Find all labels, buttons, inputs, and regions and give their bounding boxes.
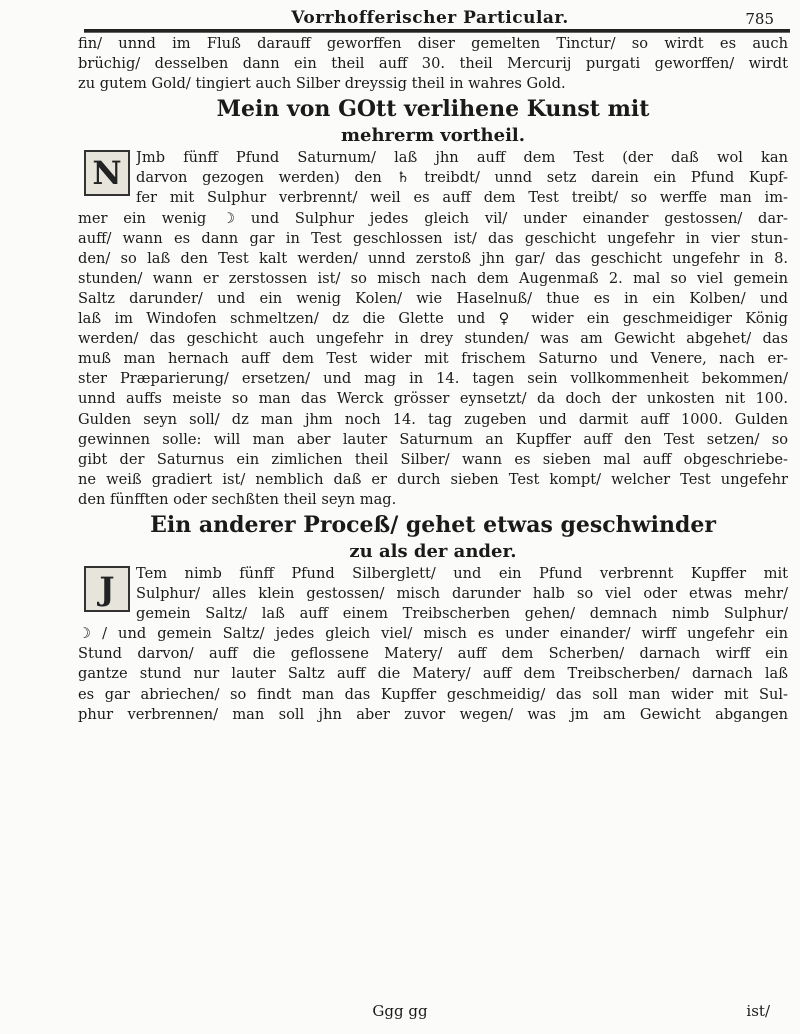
text-line: auff/ wann es dann gar in Test geschlossen ist/ das geschicht ungefehr in vier stun- — [78, 229, 788, 247]
text-line: darvon gezogen werden) den ♄ treibdt/ unnd setz darein ein Pfund Kupf- — [136, 169, 788, 187]
decorated-initial: J — [84, 566, 130, 612]
text-line: Gulden seyn soll/ dz man jhm noch 14. tag zugeben und darmit auff 1000. Gulden — [78, 410, 788, 428]
text-line: gantze stund nur lauter Saltz auff die Matery/ auff dem Treibscherben/ darnach laß — [78, 665, 788, 683]
text-line: gewinnen solle: will man aber lauter Saturnum an Kupffer auff den Test setzen/ so — [78, 430, 788, 448]
text-line: ster Præparierung/ ersetzen/ und mag in 14. tagen sein vollkommenheit bekommen/ — [78, 370, 788, 388]
text-line: den/ so laß den Test kalt werden/ unnd zerstoß jhn gar/ das geschicht ungefehr in 8. — [78, 249, 788, 267]
text-line: Saltz darunder/ und ein wenig Kolen/ wie Haselnuß/ thue es in ein Kolben/ und — [78, 289, 788, 307]
text-line: den fünfften oder sechßten theil seyn mag. — [78, 490, 397, 508]
text-line: zu gutem Gold/ tingiert auch Silber dreyssig theil in wahres Gold. — [78, 75, 566, 93]
signature-mark: Ggg gg — [372, 1002, 428, 1020]
section-heading-1: Mein von GOtt verlihene Kunst mit — [216, 96, 650, 123]
section-heading-2: Ein anderer Proceß/ gehet etwas geschwinder — [150, 511, 716, 538]
text-line: ne weiß gradiert ist/ nemblich daß er durch sieben Test kompt/ welcher Test ungefehr — [78, 470, 788, 488]
paragraph-3 — [78, 564, 788, 725]
page-number: 785 — [745, 10, 774, 28]
paragraph-1 — [78, 34, 788, 94]
text-line: brüchig/ desselben dann ein theil auff 30. theil Mercurij purgati geworffen/ wirdt — [78, 55, 788, 73]
text-line: ☽ / und gemein Saltz/ jedes gleich viel/ misch es under einander/ wirff ungefehr ein — [78, 625, 788, 643]
text-line: Tem nimb fünff Pfund Silberglett/ und ein Pfund verbrennt Kupffer mit — [136, 564, 788, 582]
text-line: fin/ unnd im Fluß darauff geworffen diser gemelten Tinctur/ so wirdt es auch — [78, 35, 788, 52]
text-line: fer mit Sulphur verbrennt/ weil es auff dem Test treibt/ so werffe man im- — [136, 189, 788, 207]
text-line: unnd auffs meiste so man das Werck grösser eynsetzt/ da doch der unkosten nit 100. — [78, 390, 788, 408]
decorated-initial: N — [84, 150, 130, 196]
text-line: stunden/ wann er zerstossen ist/ so misch nach dem Augenmaß 2. mal so viel gemein — [78, 269, 788, 287]
text-line: gemein Saltz/ laß auff einem Treibscherben gehen/ demnach nimb Sulphur/ — [136, 605, 788, 623]
text-line: es gar abriechen/ so findt man das Kupffer geschmeidig/ das soll man wider mit Sul- — [78, 685, 788, 703]
running-head: Vorrhofferischer Particular. — [291, 8, 569, 28]
body-text — [78, 34, 788, 725]
text-line: mer ein wenig ☽ und Sulphur jedes gleich vil/ under einander gestossen/ dar- — [78, 209, 788, 227]
text-line: Stund darvon/ auff die geflossene Matery/ auff dem Scherben/ darnach wirff ein — [78, 645, 788, 663]
header-rule — [84, 29, 790, 33]
text-line: laß im Windofen schmeltzen/ dz die Glette und ♀ wider ein geschmeidiger König — [78, 310, 788, 328]
text-line: gibt der Saturnus ein zimlichen theil Silber/ wann es sieben mal auff obgeschriebe- — [78, 450, 788, 468]
paragraph-2 — [78, 148, 788, 510]
catchword: ist/ — [746, 1002, 770, 1020]
section-heading-1-sub: mehrerm vortheil. — [340, 125, 526, 147]
section-heading-2-sub: zu als der ander. — [349, 540, 517, 562]
text-line: muß man hernach auff dem Test wider mit frischem Saturno und Venere, nach er- — [78, 350, 788, 368]
text-line: Sulphur/ alles klein gestossen/ misch darunder halb so viel oder etwas mehr/ — [136, 585, 788, 603]
text-line: Jmb fünff Pfund Saturnum/ laß jhn auff dem Test (der daß wol kan — [136, 149, 788, 167]
text-line: werden/ das geschicht auch ungefehr in drey stunden/ was am Gewicht abgehet/ das — [78, 330, 788, 348]
text-line: phur verbrennen/ man soll jhn aber zuvor wegen/ was jm am Gewicht abgangen — [78, 705, 788, 723]
